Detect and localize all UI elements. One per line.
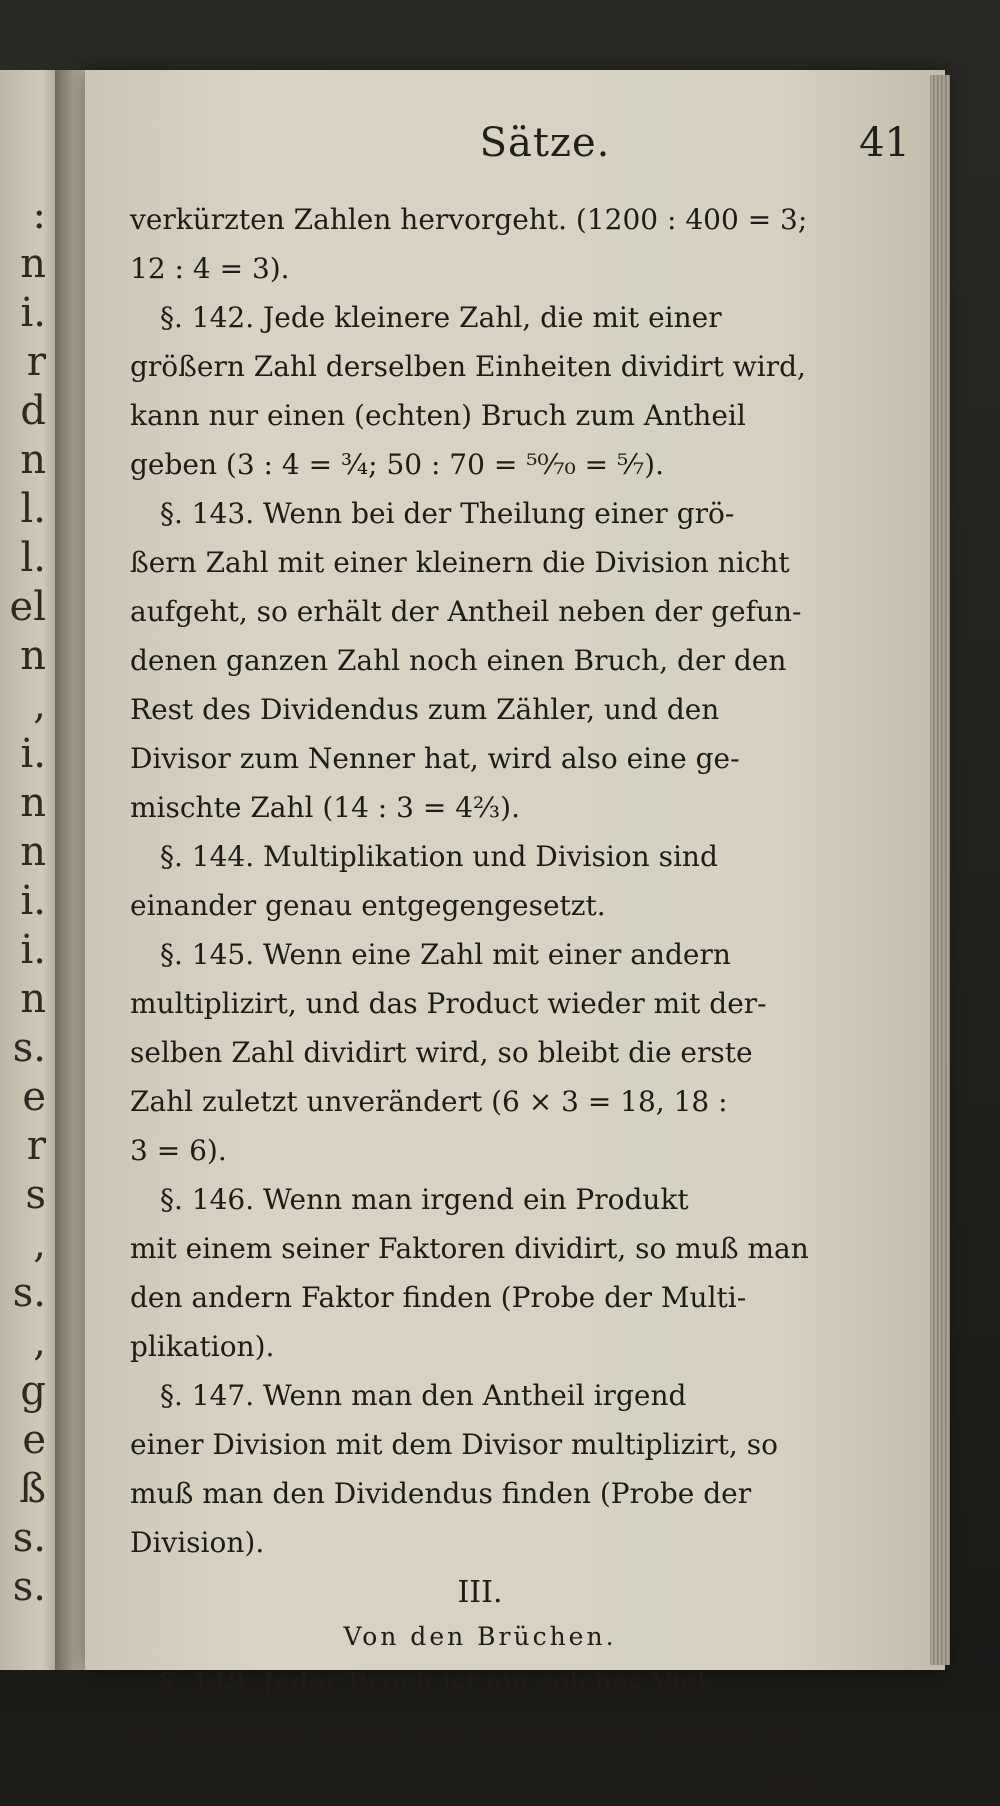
text-line: einander genau entgegengesetzt. [130,889,606,922]
previous-page-fragment: n [20,829,46,875]
text-line: 3 = 6). [130,1134,227,1167]
previous-page-edge [0,70,60,1670]
previous-page-fragment: s. [12,1564,46,1610]
catchword: quo. [768,1765,830,1798]
page-stack-edge [930,75,950,1665]
page-number: 41 [859,120,910,166]
previous-page-fragment: i. [20,927,46,973]
text-line: verkürzten Zahlen hervorgeht. (1200 : 400 = 3; [130,203,808,236]
previous-page-fragment: s [25,1172,46,1218]
text-line: den andern Faktor finden (Probe der Multi- [130,1281,747,1314]
text-line: kann nur einen (echten) Bruch zum Antheil [130,399,746,432]
section-title: Von den Brüchen. [343,1622,617,1651]
text-line: §. 147. Wenn man den Antheil irgend [160,1379,687,1412]
previous-page-fragment: r [26,1123,46,1169]
previous-page-fragment: ß [19,1466,46,1512]
previous-page-fragment: i. [20,731,46,777]
previous-page-fragment: r [26,339,46,385]
previous-page-fragment: i. [20,290,46,336]
previous-page-fragment: , [33,682,46,728]
previous-page-fragment: el [9,584,46,630]
text-line: Rest des Dividendus zum Zähler, und den [130,693,720,726]
previous-page-fragment: n [20,437,46,483]
text-line: muß man den Dividendus finden (Probe der [130,1477,752,1510]
text-line: Division). [130,1526,265,1559]
previous-page-fragment: s. [12,1270,46,1316]
previous-page-fragment: g [20,1368,46,1414]
text-line: ßern Zahl mit einer kleinern die Division nicht [130,546,790,579]
running-head: Sätze. [479,120,611,166]
previous-page-fragment: l. [20,486,46,532]
text-line: denen ganzen Zahl noch einen Bruch, der den [130,644,787,677]
text-line: aufgeht, so erhält der Antheil neben der gefun- [130,595,802,628]
previous-page-fragment: n [20,780,46,826]
section-number: III. [457,1575,503,1610]
text-line: selben Zahl dividirt wird, so bleibt die erste [130,1036,753,1069]
previous-page-fragment: d [20,388,46,434]
text-line: §. 144. Multiplikation und Division sind [160,840,718,873]
previous-page-fragment: n [20,241,46,287]
text-line: multiplizirt, und das Product wieder mit der- [130,987,767,1020]
previous-page-fragment: , [33,1221,46,1267]
previous-page-fragment: s. [12,1025,46,1071]
text-line: größern Zahl derselben Einheiten dividirt wird, [130,350,806,383]
text-line: Divisor zum Nenner hat, wird also eine ge- [130,742,740,775]
previous-page-fragment: i. [20,878,46,924]
section-paragraphs [130,1659,830,1757]
text-line: faches eines durch den Nenner bestimmten ali- [130,1716,805,1749]
text-line: §. 143. Wenn bei der Theilung einer grö- [160,497,735,530]
text-line: mischte Zahl (14 : 3 = 4⅔). [130,791,520,824]
text-line: Zahl zuletzt unverändert (6 × 3 = 18, 18 : [130,1085,728,1118]
text-line: 12 : 4 = 3). [130,252,290,285]
text-line: geben (3 : 4 = ¾; 50 : 70 = ⁵⁰⁄₇₀ = ⁵⁄₇). [130,448,664,481]
previous-page-fragment: : [32,192,46,238]
catchword-row [130,1757,830,1806]
previous-page-fragment: , [33,1319,46,1365]
previous-page-fragment: e [22,1417,46,1463]
previous-page-fragment: s. [12,1515,46,1561]
body-paragraphs [130,195,830,1567]
text-line: einer Division mit dem Divisor multiplizirt, so [130,1428,778,1461]
text-line: §. 146. Wenn man irgend ein Produkt [160,1183,689,1216]
text-line: plikation). [130,1330,275,1363]
text-line: mit einem seiner Faktoren dividirt, so muß man [130,1232,809,1265]
previous-page-fragment: e [22,1074,46,1120]
text-line: §. 148. Jeder Bruch ist ein solches Viel- [160,1667,716,1700]
previous-page-fragment: n [20,633,46,679]
page-header [180,120,910,180]
page-text [130,195,830,1806]
previous-page-fragment: n [20,976,46,1022]
text-line: §. 145. Wenn eine Zahl mit einer andern [160,938,731,971]
text-line: §. 142. Jede kleinere Zahl, die mit einer [160,301,722,334]
previous-page-fragment: l. [20,535,46,581]
